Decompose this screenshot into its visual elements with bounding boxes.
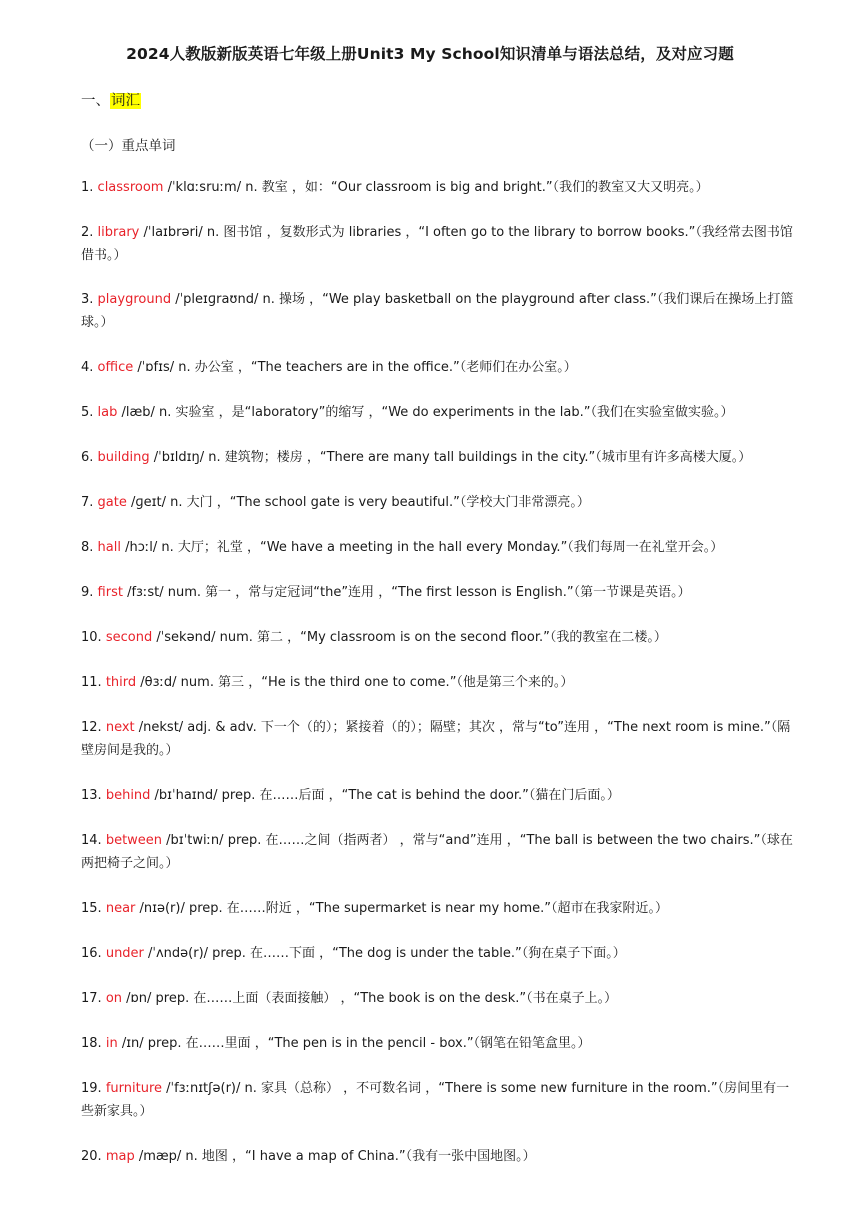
vocab-entry [81, 988, 799, 1011]
entry-text: /mæp/ n. 地图 ，“I have a map of China.”（我有一张中国地图。） [134, 1149, 536, 1164]
entry-word: on [105, 991, 123, 1006]
entry-word: second [105, 630, 153, 645]
vocab-entry [81, 447, 799, 470]
entry-text: /bɪˈhaɪnd/ prep. 在……后面 ，“The cat is behind the door.”（猫在门后面。） [150, 788, 620, 803]
entry-word: library [97, 225, 140, 240]
entry-word: third [105, 675, 137, 690]
entry-text: /fɜːst/ num. 第一 ，常与定冠词“the”连用 ，“The first lesson is English.”（第一节课是英语。） [122, 585, 691, 600]
entry-word: lab [97, 405, 118, 420]
entry-word: gate [97, 495, 127, 510]
entry-number: 17. [81, 991, 102, 1006]
page-title: 2024人教版新版英语七年级上册Unit3 My School知识清单与语法总结，及对应习题 [126, 45, 734, 63]
entry-word: map [105, 1149, 135, 1164]
entry-word: hall [97, 540, 121, 555]
vocab-entry [81, 898, 799, 921]
vocab-entry [81, 222, 799, 267]
entry-word: furniture [105, 1081, 163, 1096]
entry-text: /θɜːd/ num. 第三 ，“He is the third one to come.”（他是第三个来的。） [136, 675, 574, 690]
entry-word: under [105, 946, 144, 961]
entry-number: 8. [81, 540, 94, 555]
section-prefix: 一、 [81, 93, 110, 109]
entry-text: /ˈɒfɪs/ n. 办公室 ，“The teachers are in the office.”（老师们在办公室。） [133, 360, 577, 375]
entry-text: /ˈfɜːnɪtʃə(r)/ n. 家具（总称） ，不可数名词 ，“There is some new furniture in the room.”（房间里有一些新家具。） [81, 1081, 790, 1119]
entry-number: 16. [81, 946, 102, 961]
entry-number: 10. [81, 630, 102, 645]
entry-number: 4. [81, 360, 94, 375]
entry-word: next [105, 720, 135, 735]
vocab-entry [81, 582, 799, 605]
entry-number: 3. [81, 292, 94, 307]
entry-number: 14. [81, 833, 102, 848]
entry-text: /ˈʌndə(r)/ prep. 在……下面 ，“The dog is under the table.”（狗在桌子下面。） [143, 946, 626, 961]
entry-number: 11. [81, 675, 102, 690]
section-heading [81, 89, 141, 110]
entry-text: /ˈpleɪɡraʊnd/ n. 操场 ，“We play basketball on the playground after class.”（我们课后在操场上打篮球。） [81, 292, 794, 330]
vocab-entry [81, 1033, 799, 1056]
entry-number: 1. [81, 180, 94, 195]
vocab-entry [81, 785, 799, 808]
vocab-entry [81, 943, 799, 966]
entry-word: first [97, 585, 123, 600]
vocab-entry [81, 672, 799, 695]
vocab-entry [81, 1078, 799, 1123]
vocab-entry [81, 177, 799, 200]
entry-number: 5. [81, 405, 94, 420]
vocab-entry [81, 492, 799, 515]
vocab-entry [81, 1146, 799, 1169]
entry-text: /ɡeɪt/ n. 大门 ，“The school gate is very beautiful.”（学校大门非常漂亮。） [126, 495, 590, 510]
section-label: 词汇 [111, 93, 140, 109]
vocab-entry [81, 357, 799, 380]
entry-text: /nɪə(r)/ prep. 在……附近 ，“The supermarket is near my home.”（超市在我家附近。） [135, 901, 669, 916]
entry-number: 2. [81, 225, 94, 240]
vocab-entry [81, 289, 799, 334]
entry-word: near [105, 901, 136, 916]
entry-word: in [105, 1036, 118, 1051]
entry-text: /ˈlaɪbrəri/ n. 图书馆 ，复数形式为 libraries ，“I often go to the library to borrow books.”（我经常去图书馆借书。） [81, 225, 793, 263]
entry-text: /ˈklɑːsruːm/ n. 教室 ，如：“Our classroom is big and bright.”（我们的教室又大又明亮。） [163, 180, 709, 195]
vocab-entry [81, 830, 799, 875]
entry-number: 20. [81, 1149, 102, 1164]
entry-number: 15. [81, 901, 102, 916]
entry-text: /ɪn/ prep. 在……里面 ，“The pen is in the pencil - box.”（钢笔在铅笔盒里。） [117, 1036, 591, 1051]
entry-text: /ɒn/ prep. 在……上面（表面接触） ，“The book is on the desk.”（书在桌子上。） [122, 991, 618, 1006]
entry-text: /bɪˈtwiːn/ prep. 在……之间（指两者） ，常与“and”连用 ，“The ball is between the two chairs.”（球在两把椅子之间。） [81, 833, 793, 871]
entry-word: classroom [97, 180, 164, 195]
vocab-entry [81, 537, 799, 560]
subsection-heading: （一）重点单词 [81, 138, 176, 154]
entry-number: 7. [81, 495, 94, 510]
vocab-entry [81, 627, 799, 650]
entry-word: behind [105, 788, 151, 803]
entry-text: /læb/ n. 实验室 ，是“laboratory”的缩写 ，“We do experiments in the lab.”（我们在实验室做实验。） [117, 405, 734, 420]
entry-word: between [105, 833, 163, 848]
entry-text: /ˈsekənd/ num. 第二 ，“My classroom is on the second floor.”（我的教室在二楼。） [152, 630, 667, 645]
vocab-entry [81, 717, 799, 762]
entry-number: 13. [81, 788, 102, 803]
vocab-entry [81, 402, 799, 425]
entry-word: office [97, 360, 134, 375]
entry-text: /nekst/ adj. & adv. 下一个（的）；紧接着（的）；隔壁；其次 ，常与“to”连用 ，“The next room is mine.”（隔壁房间是我的。） [81, 720, 791, 758]
entry-text: /ˈbɪldɪŋ/ n. 建筑物；楼房 ，“There are many tall buildings in the city.”（城市里有许多高楼大厦。） [149, 450, 752, 465]
entry-number: 12. [81, 720, 102, 735]
entry-number: 18. [81, 1036, 102, 1051]
entry-number: 6. [81, 450, 94, 465]
entry-number: 19. [81, 1081, 102, 1096]
entry-text: /hɔːl/ n. 大厅；礼堂 ，“We have a meeting in the hall every Monday.”（我们每周一在礼堂开会。） [120, 540, 724, 555]
entry-word: playground [97, 292, 172, 307]
entry-number: 9. [81, 585, 94, 600]
entry-word: building [97, 450, 150, 465]
